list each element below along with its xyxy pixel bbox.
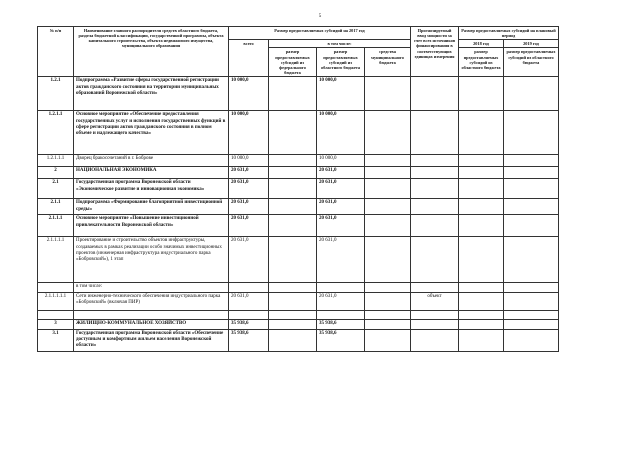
- row-name: Подпрограмма «Формирование благоприятной инвестиционной среды»: [74, 199, 229, 215]
- row-name: ЖИЛИЩНО-КОММУНАЛЬНОЕ ХОЗЯЙСТВО: [74, 319, 229, 329]
- row-spacer: [559, 167, 610, 179]
- header-planned-period: Размер предоставляемых субсидий на плановый период: [459, 27, 559, 40]
- header-total: всего: [229, 40, 269, 77]
- row-spacer: [559, 215, 610, 237]
- row-spacer: [559, 329, 610, 351]
- row-federal: [269, 155, 317, 167]
- table-row: [38, 292, 610, 310]
- row-municipal: [365, 237, 411, 283]
- row-municipal: [365, 167, 411, 179]
- header-spacer: [559, 48, 610, 77]
- row-municipal: [365, 179, 411, 199]
- row-regional: 20 631,0: [317, 179, 365, 199]
- row-2019: [504, 310, 559, 319]
- row-code: 2.1.1.1: [38, 215, 74, 237]
- row-total: [229, 283, 269, 292]
- row-2019: [504, 283, 559, 292]
- row-federal: [269, 283, 317, 292]
- row-municipal: [365, 283, 411, 292]
- row-municipal: [365, 215, 411, 237]
- row-municipal: [365, 310, 411, 319]
- row-spacer: [559, 237, 610, 283]
- row-total: 20 631,0: [229, 215, 269, 237]
- row-name: Сети инженерно-технического обеспечения индустриального парка «Бобровский» (включая ПИР): [74, 292, 229, 310]
- row-2018: [459, 292, 504, 310]
- row-2018: [459, 319, 504, 329]
- row-spacer: [559, 292, 610, 310]
- row-2019: [504, 199, 559, 215]
- row-total: 20 631,0: [229, 167, 269, 179]
- row-unit: [411, 167, 459, 179]
- row-regional: [317, 310, 365, 319]
- subsidy-table: [37, 26, 610, 352]
- header-number: № п/п: [38, 27, 74, 77]
- row-unit: [411, 199, 459, 215]
- row-total: [229, 310, 269, 319]
- row-code: 3: [38, 319, 74, 329]
- table-row: [38, 167, 610, 179]
- row-federal: [269, 215, 317, 237]
- row-regional: 10 000,0: [317, 77, 365, 111]
- row-unit: [411, 310, 459, 319]
- row-municipal: [365, 77, 411, 111]
- row-2018: [459, 310, 504, 319]
- row-name: Государственная программа Воронежской области «Экономическое развитие и инновационная экономика»: [74, 179, 229, 199]
- row-code: 1.2.1: [38, 77, 74, 111]
- row-unit: [411, 179, 459, 199]
- row-municipal: [365, 329, 411, 351]
- row-spacer: [559, 283, 610, 292]
- row-code: 1.2.1.1.1: [38, 155, 74, 167]
- row-total: 10 000,0: [229, 155, 269, 167]
- row-name: [74, 310, 229, 319]
- row-code: 2.1.1: [38, 199, 74, 215]
- row-2019: [504, 237, 559, 283]
- header-2019-regional: размер предоставляемых субсидий из областного бюджета: [504, 48, 559, 77]
- table-body: [38, 77, 610, 351]
- row-federal: [269, 329, 317, 351]
- row-2018: [459, 111, 504, 155]
- row-2018: [459, 155, 504, 167]
- table-header: [38, 27, 610, 77]
- row-federal: [269, 77, 317, 111]
- row-2019: [504, 215, 559, 237]
- table-row: [38, 319, 610, 329]
- row-name: Основное мероприятие «Повышение инвестиционной привлекательности Воронежской области»: [74, 215, 229, 237]
- table-row: [38, 237, 610, 283]
- row-name: Государственная программа Воронежской области «Обеспечение доступным и комфортным жильем населения Воронежской области»: [74, 329, 229, 351]
- row-code: 1.2.1.1: [38, 111, 74, 155]
- row-name: в том числе:: [74, 283, 229, 292]
- row-name: НАЦИОНАЛЬНАЯ ЭКОНОМИКА: [74, 167, 229, 179]
- table-row: [38, 155, 610, 167]
- row-spacer: [559, 179, 610, 199]
- row-2019: [504, 167, 559, 179]
- row-2018: [459, 283, 504, 292]
- page-number: 5: [318, 14, 322, 19]
- row-2019: [504, 179, 559, 199]
- row-name: Основное мероприятие «Обеспечение предоставления государственных услуг и исполнения государственных функций в сфере регистрации актов гражданского состояния в полном объеме и надлежащего качества»: [74, 111, 229, 155]
- row-2019: [504, 329, 559, 351]
- row-code: 3.1: [38, 329, 74, 351]
- row-total: 10 000,0: [229, 77, 269, 111]
- row-regional: 20 631,0: [317, 199, 365, 215]
- header-name: Наименование главного распорядителя средств областного бюджета, раздела бюджетной классификации, государственной программы, объекта капитального строительства, объекта недвижимого имущества, муниципального образования: [74, 27, 229, 77]
- row-total: 35 938,6: [229, 319, 269, 329]
- row-unit: [411, 155, 459, 167]
- header-2019: 2019 год: [504, 40, 559, 48]
- row-2018: [459, 215, 504, 237]
- table-row: [38, 199, 610, 215]
- row-regional: 20 631,0: [317, 167, 365, 179]
- row-total: 20 631,0: [229, 179, 269, 199]
- row-federal: [269, 292, 317, 310]
- row-2019: [504, 319, 559, 329]
- header-regional: размер предоставляемых субсидий из областного бюджета: [317, 48, 365, 77]
- row-spacer: [559, 77, 610, 111]
- row-2018: [459, 77, 504, 111]
- row-name: Дворец бракосочетаний в г. Боброве: [74, 155, 229, 167]
- row-regional: 10 000,0: [317, 155, 365, 167]
- row-federal: [269, 167, 317, 179]
- header-forecast-capacity: Прогнозируемый ввод мощности за счет всех источников финансирования в соответствующих единицах измерения: [411, 27, 459, 77]
- row-regional: 20 631,0: [317, 237, 365, 283]
- header-spacer: [559, 40, 610, 48]
- row-federal: [269, 199, 317, 215]
- row-spacer: [559, 155, 610, 167]
- row-municipal: [365, 155, 411, 167]
- row-federal: [269, 310, 317, 319]
- row-federal: [269, 319, 317, 329]
- row-name: Подпрограмма «Развитие сферы государственной регистрации актов гражданского состояния на территории муниципальных образований Воронежской области»: [74, 77, 229, 111]
- table-row: [38, 215, 610, 237]
- table-row: [38, 283, 610, 292]
- row-2019: [504, 77, 559, 111]
- row-code: 2.1: [38, 179, 74, 199]
- row-regional: [317, 283, 365, 292]
- row-total: 20 631,0: [229, 237, 269, 283]
- row-unit: [411, 77, 459, 111]
- row-federal: [269, 111, 317, 155]
- row-regional: 35 938,6: [317, 319, 365, 329]
- header-2018-regional: размер предоставляемых субсидий из областного бюджета: [459, 48, 504, 77]
- row-unit: [411, 329, 459, 351]
- row-unit: [411, 215, 459, 237]
- row-municipal: [365, 319, 411, 329]
- row-code: 2: [38, 167, 74, 179]
- row-2018: [459, 167, 504, 179]
- row-total: 35 938,6: [229, 329, 269, 351]
- row-spacer: [559, 111, 610, 155]
- row-regional: 10 000,0: [317, 111, 365, 155]
- row-spacer: [559, 199, 610, 215]
- row-total: 20 631,0: [229, 199, 269, 215]
- table-row: [38, 77, 610, 111]
- header-federal: размер предоставляемых субсидий из федерального бюджета: [269, 48, 317, 77]
- row-2019: [504, 111, 559, 155]
- row-unit: [411, 319, 459, 329]
- row-name: Проектирование и строительство объектов инфраструктуры, создаваемых в рамках реализации особо значимых инвестиционных проектов (инженерная инфраструктура индустриального парка «Бобровский»), 1 этап: [74, 237, 229, 283]
- table-row: [38, 111, 610, 155]
- row-code: 2.1.1.1.1: [38, 237, 74, 283]
- row-unit: [411, 237, 459, 283]
- row-code: [38, 310, 74, 319]
- table-row: [38, 310, 610, 319]
- row-unit: объект: [411, 292, 459, 310]
- row-federal: [269, 237, 317, 283]
- header-municipal: средства муниципального бюджета: [365, 48, 411, 77]
- row-federal: [269, 179, 317, 199]
- row-municipal: [365, 292, 411, 310]
- row-spacer: [559, 310, 610, 319]
- row-code: 2.1.1.1.1.1: [38, 292, 74, 310]
- row-total: 20 631,0: [229, 292, 269, 310]
- row-municipal: [365, 199, 411, 215]
- row-regional: 35 938,6: [317, 329, 365, 351]
- row-2018: [459, 199, 504, 215]
- row-2018: [459, 179, 504, 199]
- header-including: в том числе:: [269, 40, 411, 48]
- table-row: [38, 329, 610, 351]
- row-municipal: [365, 111, 411, 155]
- row-total: 10 000,0: [229, 111, 269, 155]
- header-subsidy-2017: Размер предоставляемых субсидий на 2017 год: [229, 27, 411, 40]
- row-unit: [411, 111, 459, 155]
- row-2018: [459, 329, 504, 351]
- row-spacer: [559, 319, 610, 329]
- row-regional: 20 631,0: [317, 215, 365, 237]
- row-unit: [411, 283, 459, 292]
- row-2019: [504, 292, 559, 310]
- row-2018: [459, 237, 504, 283]
- table-row: [38, 179, 610, 199]
- row-code: [38, 283, 74, 292]
- row-regional: 20 631,0: [317, 292, 365, 310]
- header-2018: 2018 год: [459, 40, 504, 48]
- row-2019: [504, 155, 559, 167]
- header-spacer: [559, 27, 610, 40]
